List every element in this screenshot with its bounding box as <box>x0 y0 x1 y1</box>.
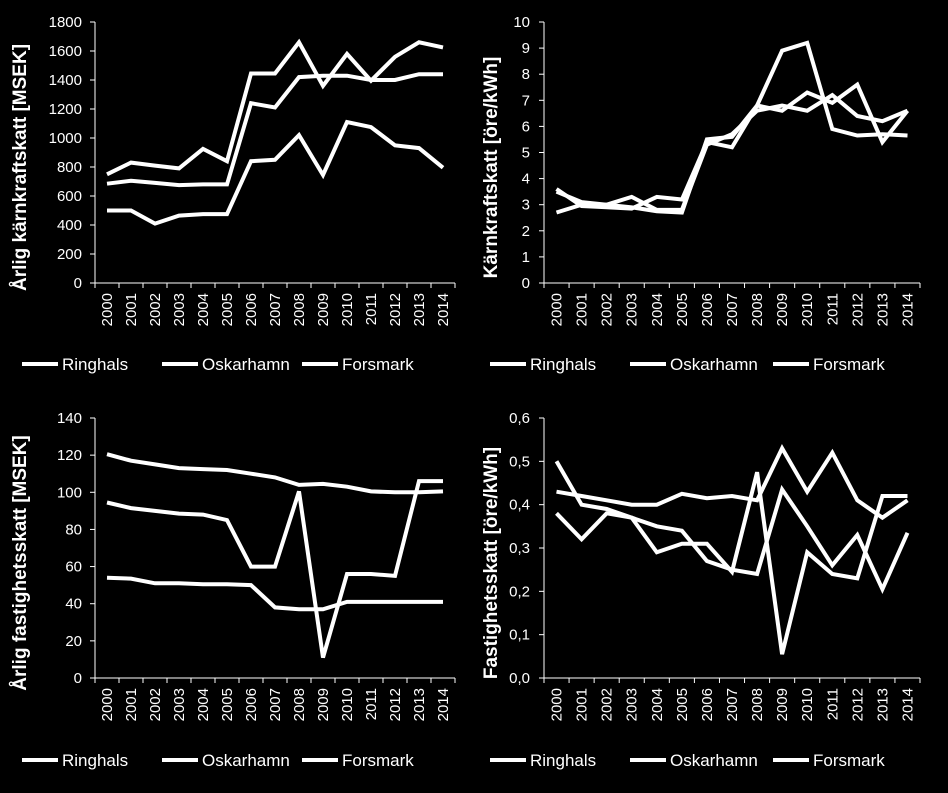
y-tick-label: 60 <box>65 558 82 576</box>
y-tick-label: 1000 <box>48 130 82 147</box>
x-tick-label: 2011 <box>363 688 380 721</box>
legend-label: Ringhals <box>62 751 129 770</box>
x-tick-label: 2006 <box>243 293 260 327</box>
legend-label: Oskarhamn <box>670 355 758 374</box>
x-tick-label: 2008 <box>749 293 767 327</box>
x-tick-label: 2008 <box>291 688 308 722</box>
x-tick-label: 2002 <box>598 688 616 722</box>
y-tick-label: 120 <box>56 447 82 465</box>
y-tick-label: 1600 <box>48 43 82 60</box>
x-tick-label: 2001 <box>123 688 140 722</box>
y-tick-label: 0,5 <box>509 453 530 471</box>
legend-label: Forsmark <box>813 751 885 770</box>
y-tick-label: 1200 <box>48 101 82 118</box>
x-tick-label: 2005 <box>219 293 236 327</box>
x-tick-label: 2013 <box>874 293 892 327</box>
x-tick-label: 2010 <box>339 688 356 722</box>
x-tick-label: 2006 <box>698 688 716 722</box>
y-tick-label: 8 <box>521 66 530 84</box>
x-tick-label: 2012 <box>849 688 867 722</box>
x-tick-label: 2013 <box>411 293 428 327</box>
x-tick-label: 2008 <box>291 293 308 327</box>
x-tick-label: 2012 <box>387 688 404 722</box>
x-tick-label: 2000 <box>99 688 116 722</box>
x-tick-label: 2011 <box>824 293 842 326</box>
x-tick-label: 2011 <box>363 293 380 326</box>
x-tick-label: 2010 <box>339 293 356 327</box>
y-tick-label: 400 <box>56 217 82 234</box>
x-tick-label: 2003 <box>171 688 188 722</box>
x-tick-label: 2008 <box>749 688 767 722</box>
x-tick-label: 2009 <box>774 688 792 722</box>
x-tick-label: 2012 <box>849 293 867 327</box>
x-tick-label: 2004 <box>195 293 212 327</box>
y-tick-label: 40 <box>65 595 82 613</box>
legend-label: Oskarhamn <box>202 355 290 374</box>
y-tick-label: 4 <box>521 170 530 188</box>
legend-label: Ringhals <box>530 355 597 374</box>
y-tick-label: 140 <box>56 410 82 427</box>
x-tick-label: 2005 <box>673 688 691 722</box>
x-tick-label: 2013 <box>874 688 892 722</box>
y-tick-label: 80 <box>65 521 82 539</box>
x-tick-label: 2002 <box>147 688 164 722</box>
x-tick-label: 2007 <box>267 293 284 327</box>
x-tick-label: 2009 <box>315 688 332 722</box>
y-axis-title: Fastighetsskatt [öre/kWh] <box>481 446 502 680</box>
y-tick-label: 10 <box>513 14 530 31</box>
x-tick-label: 2001 <box>573 688 591 722</box>
y-tick-label: 3 <box>521 196 530 214</box>
y-tick-label: 9 <box>521 40 530 58</box>
y-tick-label: 1800 <box>48 14 82 31</box>
y-axis-title: Årlig kärnkraftskatt [MSEK] <box>10 43 31 292</box>
x-tick-label: 2000 <box>548 293 566 327</box>
y-tick-label: 6 <box>521 118 530 136</box>
x-tick-label: 2001 <box>123 293 140 327</box>
x-tick-label: 2010 <box>799 688 817 722</box>
x-tick-label: 2007 <box>724 688 741 722</box>
x-tick-label: 2013 <box>411 688 428 722</box>
y-tick-label: 20 <box>65 632 82 650</box>
x-tick-label: 2004 <box>195 688 212 722</box>
x-tick-label: 2002 <box>598 293 616 327</box>
y-tick-label: 600 <box>56 188 82 205</box>
y-tick-label: 0,4 <box>509 496 530 514</box>
y-tick-label: 200 <box>56 246 82 263</box>
x-tick-label: 2009 <box>774 293 792 327</box>
x-tick-label: 2014 <box>899 688 917 722</box>
y-tick-label: 0 <box>521 275 530 292</box>
y-tick-label: 0,3 <box>509 540 530 557</box>
legend-label: Ringhals <box>62 355 129 374</box>
x-tick-label: 2014 <box>899 293 917 327</box>
x-tick-label: 2004 <box>648 293 666 327</box>
y-tick-label: 7 <box>521 92 530 110</box>
x-tick-label: 2006 <box>698 293 716 327</box>
y-tick-label: 1400 <box>48 72 82 89</box>
legend-label: Oskarhamn <box>202 751 290 770</box>
y-tick-label: 0,0 <box>509 670 530 687</box>
x-tick-label: 2000 <box>548 688 566 722</box>
legend-label: Forsmark <box>813 355 885 374</box>
x-tick-label: 2005 <box>673 293 691 327</box>
x-tick-label: 2002 <box>147 293 164 327</box>
y-tick-label: 0 <box>73 275 82 292</box>
x-tick-label: 2005 <box>219 688 236 722</box>
x-tick-label: 2003 <box>623 688 641 722</box>
legend-label: Forsmark <box>342 355 414 374</box>
legend-label: Oskarhamn <box>670 751 758 770</box>
y-tick-label: 2 <box>521 222 530 240</box>
legend-label: Ringhals <box>530 751 597 770</box>
x-tick-label: 2000 <box>99 293 116 327</box>
x-tick-label: 2003 <box>623 293 641 327</box>
y-tick-label: 5 <box>521 144 530 162</box>
y-tick-label: 100 <box>56 484 82 502</box>
x-tick-label: 2003 <box>171 293 188 327</box>
y-axis-title: Årlig fastighetsskatt [MSEK] <box>10 435 31 691</box>
x-tick-label: 2004 <box>648 688 666 722</box>
x-tick-label: 2012 <box>387 293 404 327</box>
x-tick-label: 2011 <box>824 688 842 721</box>
y-tick-label: 0,6 <box>509 410 530 427</box>
x-tick-label: 2014 <box>435 293 452 327</box>
y-axis-title: Kärnkraftskatt [öre/kWh] <box>481 56 502 279</box>
x-tick-label: 2010 <box>799 293 817 327</box>
legend-label: Forsmark <box>342 751 414 770</box>
x-tick-label: 2014 <box>435 688 452 722</box>
y-tick-label: 0,1 <box>509 626 530 644</box>
y-tick-label: 0 <box>73 670 82 687</box>
x-tick-label: 2007 <box>724 293 741 327</box>
y-tick-label: 1 <box>521 248 530 266</box>
x-tick-label: 2009 <box>315 293 332 327</box>
y-tick-label: 800 <box>56 159 82 176</box>
x-tick-label: 2007 <box>267 688 284 722</box>
x-tick-label: 2006 <box>243 688 260 722</box>
y-tick-label: 0,2 <box>509 583 530 601</box>
x-tick-label: 2001 <box>573 293 591 327</box>
